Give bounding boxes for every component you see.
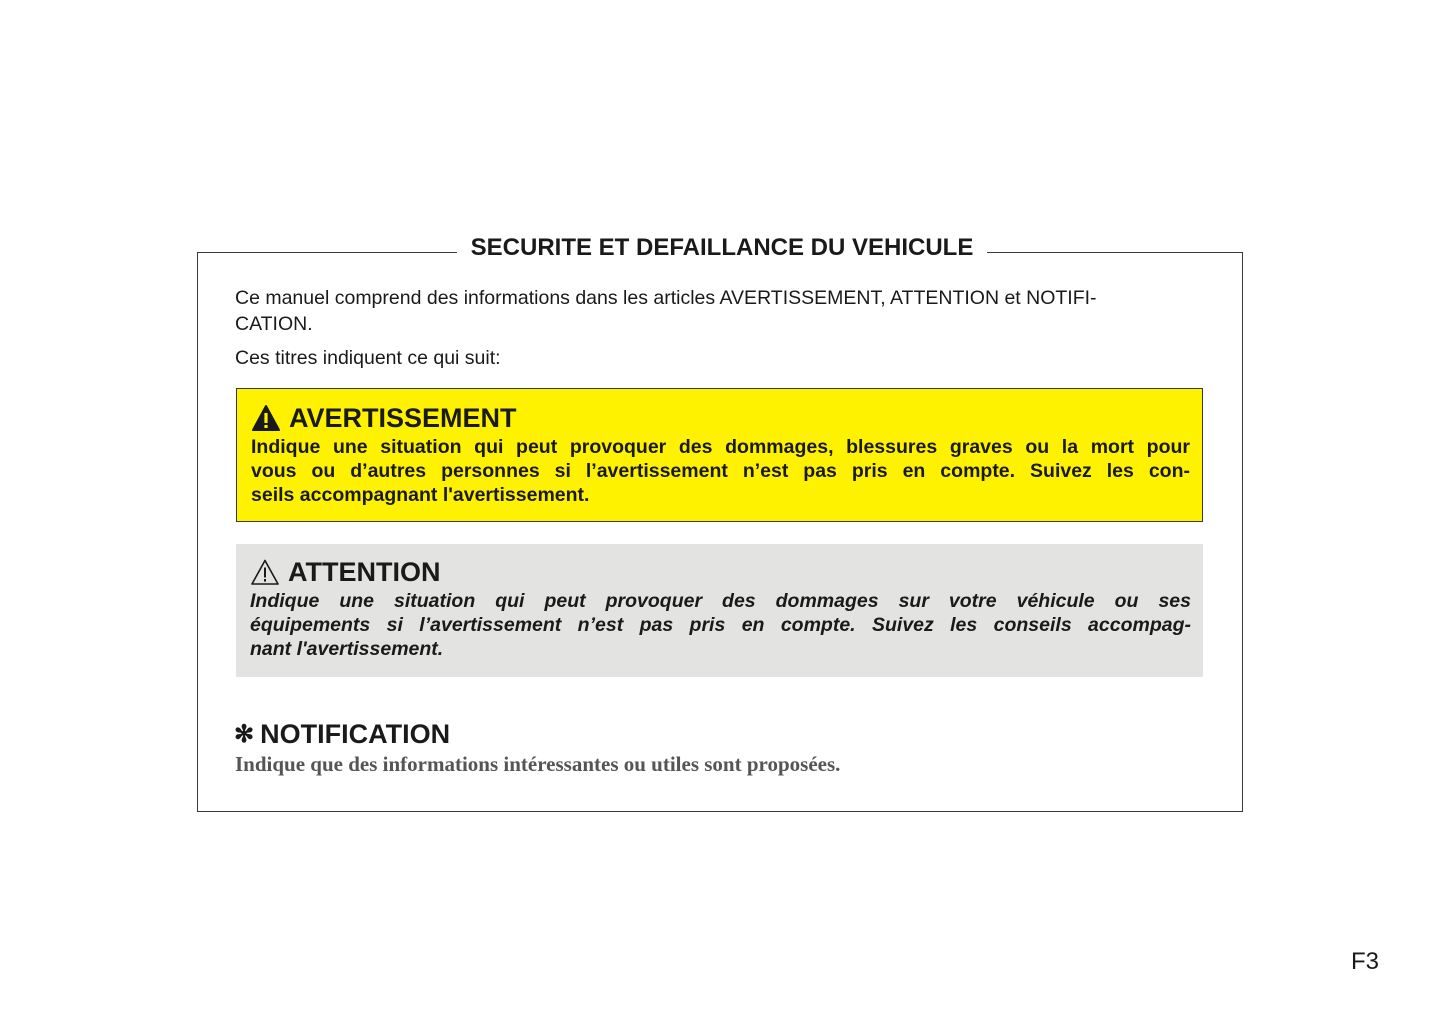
intro-line-1: Ce manuel comprend des informations dans les articles AVERTISSEMENT, ATTENTION et NOTIFI- [235, 287, 1097, 309]
caution-title: ATTENTION [288, 557, 441, 587]
warning-triangle-filled-icon [251, 404, 281, 432]
caution-box [236, 544, 1203, 677]
warning-title: AVERTISSEMENT [289, 403, 517, 433]
intro-text [235, 285, 1210, 371]
intro-line-3: Ces titres indiquent ce qui suit: [235, 347, 501, 369]
caution-text [250, 589, 1191, 661]
warning-triangle-outline-icon [250, 558, 280, 586]
warning-text [251, 435, 1190, 507]
caution-text-line: équipements si l’avertissement n’est pas pris en compte. Suivez les conseils accompag- [250, 614, 1191, 636]
warning-text-line: Indique une situation qui peut provoquer des dommages, blessures graves ou la mort pour [251, 436, 1190, 458]
caution-text-line: Indique une situation qui peut provoquer des dommages sur votre véhicule ou ses [250, 590, 1191, 612]
warning-box [236, 388, 1203, 522]
notification-title: NOTIFICATION [260, 719, 451, 749]
warning-text-line: seils accompagnant l'avertissement. [251, 484, 590, 506]
caution-heading [250, 556, 440, 588]
notification-text: Indique que des informations intéressantes ou utiles sont proposées. [235, 752, 841, 776]
section-title: SECURITE ET DEFAILLANCE DU VEHICULE [457, 230, 987, 266]
page-number: F3 [1351, 948, 1380, 975]
intro-line-2: CATION. [235, 313, 313, 335]
notification-heading [234, 718, 450, 750]
caution-text-line: nant l'avertissement. [250, 638, 444, 660]
asterisk-icon: ✻ [234, 720, 255, 748]
warning-heading [251, 402, 517, 434]
warning-text-line: vous ou d’autres personnes si l’avertissement n’est pas pris en compte. Suivez les con- [251, 460, 1190, 482]
